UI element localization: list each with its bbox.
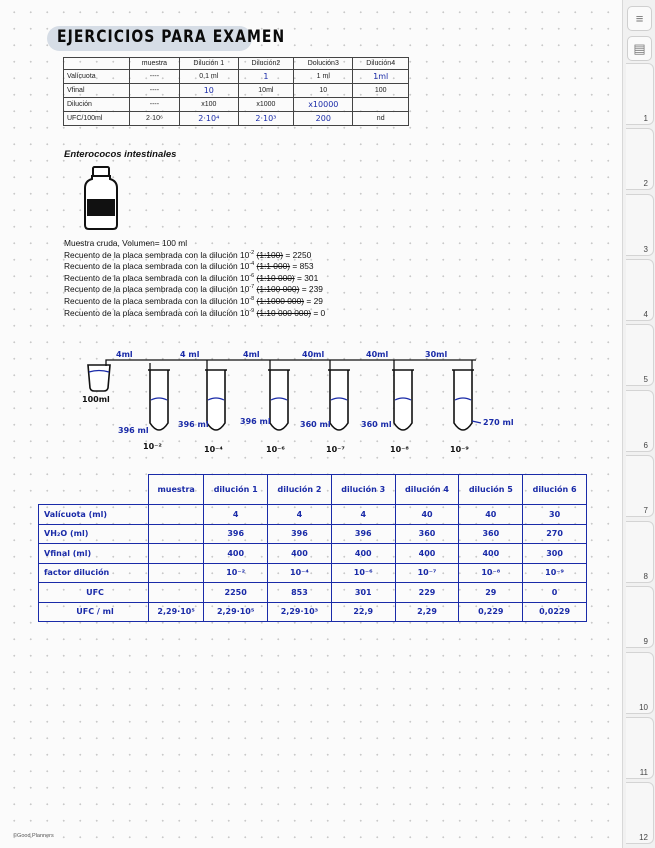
results-cell: 400 [268, 544, 332, 564]
summary-row-label: Dilución [64, 98, 130, 112]
results-cell: 229 [395, 583, 459, 603]
dilution-label: 10⁻⁶ [266, 445, 285, 454]
transfer-label: 40ml [302, 350, 325, 359]
tab-2[interactable]: 2 [626, 128, 654, 190]
tab-4[interactable]: 4 [626, 259, 654, 321]
dilution-label: 10⁻⁹ [450, 445, 469, 454]
results-row-label: VH₂O (ml) [39, 524, 149, 544]
results-cell: 0,229 [459, 602, 523, 622]
summary-cell [353, 98, 409, 112]
results-cell: 10⁻⁹ [523, 563, 587, 583]
results-cell: 2,29 [395, 602, 459, 622]
results-cell: 2,29·10³ [268, 602, 332, 622]
summary-row [64, 84, 409, 98]
summary-header-cell: Dolución3 [294, 58, 353, 70]
results-header-cell [39, 475, 149, 505]
results-cell: 4 [204, 505, 268, 525]
summary-cell: nd [353, 112, 409, 126]
results-cell: 853 [268, 583, 332, 603]
results-header-cell: dilución 1 [204, 475, 268, 505]
water-volume-label: 396 ml [118, 426, 149, 435]
tab-7[interactable]: 7 [626, 455, 654, 517]
transfer-line [106, 360, 476, 366]
count-line: Recuento de la placa sembrada con la dilución $10^{-9}$ (1:10 000 000) = 0 [64, 307, 326, 318]
count-line: Recuento de la placa sembrada con la dilución $10^{-2}$ (1:100) = 2250 [64, 249, 312, 260]
results-cell: 400 [395, 544, 459, 564]
summary-header-cell [64, 58, 130, 70]
summary-header-cell: Dilución 1 [179, 58, 238, 70]
tab-5[interactable]: 5 [626, 324, 654, 386]
results-cell: 360 [459, 524, 523, 544]
summary-cell-handwritten: 10 [179, 84, 238, 98]
results-cell: 30 [523, 505, 587, 525]
water-volume-label: 360 ml [361, 420, 392, 429]
transfer-label: 4ml [243, 350, 260, 359]
problem-statement [64, 238, 325, 319]
dilution-label: 10⁻⁸ [390, 445, 409, 454]
results-cell: 396 [268, 524, 332, 544]
results-cell: 29 [459, 583, 523, 603]
summary-cell: x100 [179, 98, 238, 112]
results-cell: 10⁻⁶ [331, 563, 395, 583]
count-line: Recuento de la placa sembrada con la dilución $10^{-6}$ (1:10 000) = 301 [64, 272, 319, 283]
transfer-label: 40ml [366, 350, 389, 359]
dilution-label: 10⁻² [143, 442, 162, 451]
summary-cell-handwritten: 2·10⁴ [179, 112, 238, 126]
results-row [39, 583, 587, 603]
results-row [39, 602, 587, 622]
results-cell: 10⁻⁴ [268, 563, 332, 583]
water-volume-label: 270 ml [483, 418, 514, 427]
results-cell [149, 505, 204, 525]
results-header-cell: dilución 3 [331, 475, 395, 505]
transfer-label: 4 ml [180, 350, 200, 359]
summary-cell: 2·10⁶ [129, 112, 179, 126]
tab-6[interactable]: 6 [626, 390, 654, 452]
results-cell: 301 [331, 583, 395, 603]
summary-cell-handwritten: x10000 [294, 98, 353, 112]
results-cell: 2,29·10⁵ [204, 602, 268, 622]
results-cell: 0 [523, 583, 587, 603]
transfer-label: 4ml [116, 350, 133, 359]
pages-icon[interactable]: ▤ [627, 36, 652, 61]
tab-8[interactable]: 8 [626, 521, 654, 583]
summary-row [64, 70, 409, 84]
results-cell: 10⁻⁷ [395, 563, 459, 583]
results-cell: 22,9 [331, 602, 395, 622]
summary-cell-handwritten: 1ml [353, 70, 409, 84]
pointer-arrow [472, 421, 481, 423]
sample-cup [88, 365, 110, 391]
count-line: Recuento de la placa sembrada con la dilución $10^{-7}$ (1:100 000) = 239 [64, 284, 323, 295]
results-row [39, 505, 587, 525]
tab-1[interactable]: 1 [626, 63, 654, 125]
results-cell: 4 [331, 505, 395, 525]
results-header-cell: dilución 4 [395, 475, 459, 505]
dilution-label: 10⁻⁷ [326, 445, 345, 454]
results-cell: 10⁻⁸ [459, 563, 523, 583]
results-cell: 40 [459, 505, 523, 525]
summary-cell-handwritten: 1 [238, 70, 294, 84]
results-cell [149, 583, 204, 603]
tab-12[interactable]: 12 [626, 782, 654, 844]
section-tab-strip [622, 0, 655, 848]
summary-row [64, 98, 409, 112]
summary-cell-handwritten: 200 [294, 112, 353, 126]
results-cell: 400 [204, 544, 268, 564]
results-cell: 270 [523, 524, 587, 544]
results-cell: 4 [268, 505, 332, 525]
summary-header-row [64, 58, 409, 70]
tube-3 [268, 360, 290, 430]
summary-cell: 10 [294, 84, 353, 98]
summary-cell: x1000 [238, 98, 294, 112]
summary-header-cell: Dilución2 [238, 58, 294, 70]
summary-cell: ---- [129, 70, 179, 84]
summary-cell-handwritten: 2·10³ [238, 112, 294, 126]
results-row-label: Valícuota (ml) [39, 505, 149, 525]
water-volume-label: 396 ml [240, 417, 271, 426]
transfer-label: 30ml [425, 350, 448, 359]
tube-6 [452, 360, 474, 430]
sample-volume-label: 100ml [82, 395, 110, 404]
summary-cell: ---- [129, 84, 179, 98]
results-header-cell: dilución 2 [268, 475, 332, 505]
problem-intro: Muestra cruda, Volumen= 100 ml [64, 238, 188, 248]
summary-row-label: Valícuota [64, 70, 130, 84]
results-cell: 0,0229 [523, 602, 587, 622]
results-cell [149, 563, 204, 583]
results-cell: 396 [204, 524, 268, 544]
results-header-row [39, 475, 587, 505]
summary-header-cell: Dilución4 [353, 58, 409, 70]
dilution-label: 10⁻⁴ [204, 445, 223, 454]
results-cell: 40 [395, 505, 459, 525]
results-row [39, 524, 587, 544]
summary-cell: 0,1 ml [179, 70, 238, 84]
page-title: EJERCICIOS PARA EXAMEN [57, 27, 286, 47]
results-cell: 2250 [204, 583, 268, 603]
bottle-icon [84, 166, 118, 230]
results-cell: 300 [523, 544, 587, 564]
results-cell: 396 [331, 524, 395, 544]
summary-row [64, 112, 409, 126]
summary-cell: ---- [129, 98, 179, 112]
results-cell: 10⁻² [204, 563, 268, 583]
footer-credit: ©Good Planners [13, 833, 54, 839]
results-row-label: UFC [39, 583, 149, 603]
water-volume-label: 396 ml [178, 420, 209, 429]
results-cell: 360 [395, 524, 459, 544]
tab-10[interactable]: 10 [626, 652, 654, 714]
summary-cell: 1 ml [294, 70, 353, 84]
section-title: Enterococos intestinales [64, 149, 177, 160]
results-cell [149, 544, 204, 564]
results-header-cell: muestra [149, 475, 204, 505]
results-row [39, 563, 587, 583]
tab-3[interactable]: 3 [626, 194, 654, 256]
tube-4 [328, 360, 350, 430]
summary-row-label: UFC/100ml [64, 112, 130, 126]
water-volume-label: 360 ml [300, 420, 331, 429]
results-row-label: UFC / ml [39, 602, 149, 622]
tube-1 [148, 363, 170, 430]
results-header-cell: dilución 6 [523, 475, 587, 505]
results-row [39, 544, 587, 564]
results-row-label: factor dilución [39, 563, 149, 583]
tab-11[interactable]: 11 [626, 717, 654, 779]
tube-5 [392, 360, 414, 430]
tab-9[interactable]: 9 [626, 586, 654, 648]
results-cell: 400 [459, 544, 523, 564]
results-cell [149, 524, 204, 544]
summary-table [63, 57, 409, 126]
results-row-label: Vfinal (ml) [39, 544, 149, 564]
results-table [38, 474, 587, 622]
summary-row-label: Vfinal [64, 84, 130, 98]
menu-icon[interactable]: ≡ [627, 6, 652, 31]
summary-cell: 100 [353, 84, 409, 98]
dilution-diagram [80, 345, 530, 460]
results-cell: 400 [331, 544, 395, 564]
summary-cell: 10ml [238, 84, 294, 98]
results-header-cell: dilución 5 [459, 475, 523, 505]
results-cell: 2,29·10⁵ [149, 602, 204, 622]
count-line: Recuento de la placa sembrada con la dilución $10^{-4}$ (1:1 000) = 853 [64, 261, 314, 272]
count-line: Recuento de la placa sembrada con la dilución $10^{-8}$ (1:1000 000) = 29 [64, 295, 323, 306]
summary-header-cell: muestra [129, 58, 179, 70]
